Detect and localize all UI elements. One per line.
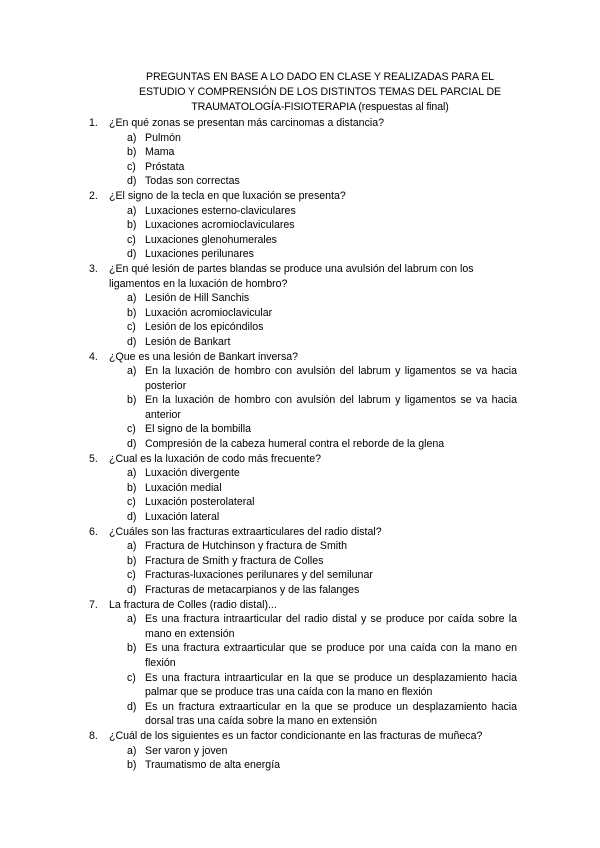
option-text: Es una fractura extraarticular que se produce por una caída con la mano en flexión: [145, 642, 517, 669]
option-letter: d): [127, 335, 137, 348]
answer-option: [0, 204, 600, 219]
option-letter: b): [127, 554, 137, 567]
answer-option: [0, 335, 600, 350]
answer-option: [0, 437, 600, 452]
answer-option: [0, 671, 600, 700]
option-letter: c): [127, 671, 136, 684]
answer-option: [0, 466, 600, 481]
answer-option: [0, 218, 600, 233]
option-letter: c): [127, 321, 136, 334]
question-text: ¿En qué zonas se presentan más carcinomas a distancia?: [109, 117, 384, 129]
answer-option: [0, 422, 600, 437]
answer-option: [0, 495, 600, 510]
option-text: Fracturas-luxaciones perilunares y del semilunar: [145, 569, 373, 582]
option-text: Traumatismo de alta energía: [145, 759, 281, 772]
question-1: [0, 116, 600, 131]
option-letter: c): [127, 160, 136, 173]
option-letter: d): [127, 175, 137, 188]
question-number: 7.: [89, 598, 98, 611]
option-text: Luxación posterolateral: [145, 496, 255, 509]
option-letter: a): [127, 131, 137, 144]
option-letter: d): [127, 700, 137, 713]
title-line: TRAUMATOLOGÍA-FISIOTERAPIA (respuestas al final): [191, 101, 449, 113]
option-text: Luxaciones perilunares: [145, 248, 254, 261]
answer-option: [0, 131, 600, 146]
answer-option: [0, 291, 600, 306]
option-text: Fractura de Hutchinson y fractura de Smith: [145, 540, 347, 553]
option-text: Lesión de Bankart: [145, 335, 231, 348]
option-letter: b): [127, 306, 137, 319]
option-text: Fractura de Smith y fractura de Colles: [145, 554, 324, 567]
option-letter: a): [127, 467, 137, 480]
question-list: [0, 116, 600, 773]
option-text: Luxaciones acromioclaviculares: [145, 219, 295, 232]
option-letter: d): [127, 438, 137, 451]
option-letter: a): [127, 292, 137, 305]
question-number: 1.: [89, 117, 98, 129]
option-text: Luxación medial: [145, 481, 222, 494]
option-text: Fracturas de metacarpianos y de las falanges: [145, 584, 360, 596]
option-text: Todas son correctas: [145, 175, 240, 188]
answer-option: [0, 320, 600, 335]
option-text: Luxación lateral: [145, 511, 220, 524]
option-text: Luxación divergente: [145, 467, 240, 480]
option-text: Mama: [145, 146, 175, 159]
question-text: ¿Cual es la luxación de codo más frecuente?: [109, 452, 321, 465]
answer-option: [0, 247, 600, 262]
option-letter: b): [127, 481, 137, 494]
option-letter: c): [127, 569, 136, 582]
option-text: Lesión de los epicóndilos: [145, 321, 264, 334]
option-text: El signo de la bombilla: [145, 423, 251, 436]
question-6: [0, 525, 600, 540]
option-letter: d): [127, 584, 137, 596]
option-text: Compresión de la cabeza humeral contra el reborde de la glena: [145, 438, 445, 451]
answer-option: [0, 306, 600, 321]
answer-option: [0, 510, 600, 525]
question-5: [0, 452, 600, 467]
answer-option: [0, 539, 600, 554]
question-number: 4.: [89, 350, 98, 363]
option-letter: c): [127, 496, 136, 509]
answer-option: [0, 393, 600, 422]
option-letter: c): [127, 423, 136, 436]
question-text: ¿Cuál de los siguientes es un factor condicionante en las fracturas de muñeca?: [109, 729, 483, 742]
answer-option: [0, 568, 600, 583]
option-text: En la luxación de hombro con avulsión del labrum y ligamentos se va hacia anterior: [145, 394, 517, 421]
option-letter: b): [127, 759, 137, 772]
option-text: Ser varon y joven: [145, 744, 228, 757]
question-number: 3.: [89, 262, 98, 275]
question-8: [0, 729, 600, 744]
answer-option: [0, 145, 600, 160]
option-letter: b): [127, 394, 137, 407]
option-letter: b): [127, 642, 137, 655]
question-text: La fractura de Colles (radio distal)...: [109, 598, 277, 611]
answer-option: [0, 612, 600, 641]
option-text: Próstata: [145, 160, 185, 173]
option-letter: d): [127, 248, 137, 261]
option-text: En la luxación de hombro con avulsión del labrum y ligamentos se va hacia posterior: [145, 365, 517, 392]
option-text: Luxaciones glenohumerales: [145, 233, 277, 246]
answer-option: [0, 641, 600, 670]
question-3: [0, 262, 600, 291]
answer-option: [0, 758, 600, 773]
answer-option: [0, 364, 600, 393]
question-text: ¿El signo de la tecla en que luxación se presenta?: [109, 189, 346, 202]
option-letter: a): [127, 613, 137, 626]
option-text: Es una fractura intraarticular en la que se produce un desplazamiento hacia palmar que se produce tras una caída con la mano en flexión: [145, 671, 517, 699]
document-title: [60, 70, 580, 115]
answer-option: [0, 481, 600, 496]
option-text: Es una fractura intraarticular del radio distal y se produce por caída sobre la mano en extensión: [145, 613, 517, 640]
question-number: 8.: [89, 729, 98, 742]
question-text: ¿Cuáles son las fracturas extraarticulares del radio distal?: [109, 525, 382, 538]
option-text: Lesión de Hill Sanchis: [145, 292, 250, 305]
answer-option: [0, 744, 600, 759]
option-letter: a): [127, 744, 137, 757]
option-letter: b): [127, 219, 137, 232]
option-text: Pulmón: [145, 131, 181, 144]
question-number: 6.: [89, 525, 98, 538]
answer-option: [0, 583, 600, 598]
title-line: ESTUDIO Y COMPRENSIÓN DE LOS DISTINTOS TEMAS DEL PARCIAL DE: [138, 86, 502, 98]
question-number: 2.: [89, 189, 98, 202]
question-number: 5.: [89, 452, 98, 465]
option-letter: d): [127, 511, 137, 524]
answer-option: [0, 160, 600, 175]
answer-option: [0, 174, 600, 189]
answer-option: [0, 554, 600, 569]
option-text: Luxaciones esterno-claviculares: [145, 204, 296, 217]
option-letter: a): [127, 365, 137, 378]
title-line: PREGUNTAS EN BASE A LO DADO EN CLASE Y REALIZADAS PARA EL: [146, 71, 494, 83]
question-2: [0, 189, 600, 204]
question-text: ¿En qué lesión de partes blandas se produce una avulsión del labrum con los ligamentos en la luxación de hombro?: [109, 262, 474, 290]
option-text: Luxación acromioclavicular: [145, 306, 273, 319]
answer-option: [0, 233, 600, 248]
question-text: ¿Que es una lesión de Bankart inversa?: [109, 350, 299, 363]
option-text: Es un fractura extraarticular en la que se produce un desplazamiento hacia dorsal tras una caída sobre la mano en extensión: [145, 700, 517, 728]
option-letter: a): [127, 204, 137, 217]
question-4: [0, 350, 600, 365]
option-letter: c): [127, 233, 136, 246]
option-letter: a): [127, 540, 137, 553]
option-letter: b): [127, 146, 137, 159]
answer-option: [0, 700, 600, 729]
question-7: [0, 598, 600, 613]
